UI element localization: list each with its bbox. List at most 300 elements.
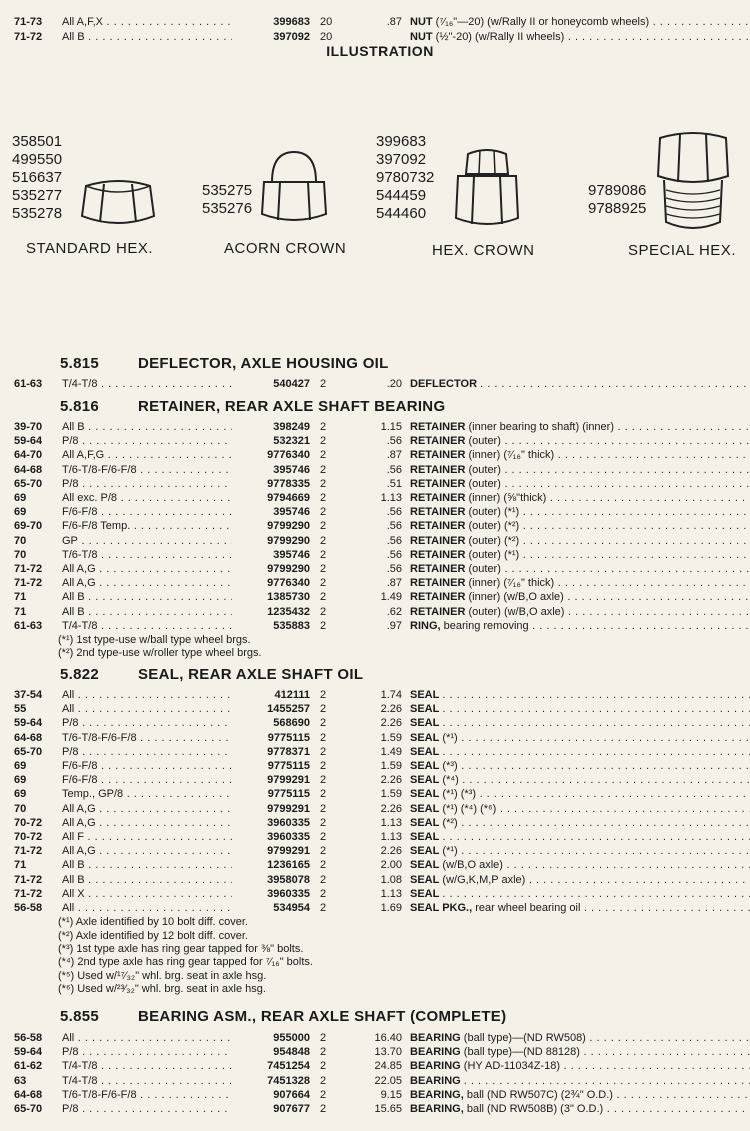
- description: [410, 519, 750, 533]
- models: P/8 . . .: [62, 745, 232, 759]
- price: .56: [386, 563, 402, 575]
- description: [410, 463, 750, 477]
- description: [410, 1059, 750, 1073]
- part-name: RETAINER: [410, 449, 466, 462]
- models: T/4-T/8 . . .: [62, 619, 232, 633]
- year-range: 65-70: [14, 745, 43, 758]
- price: .56: [386, 506, 402, 519]
- price: .51: [386, 477, 402, 490]
- models: All A,F,X . . .: [62, 15, 232, 29]
- section-number: 5.855: [60, 1008, 100, 1025]
- caption-standard-hex: STANDARD HEX.: [26, 240, 154, 257]
- price: .62: [386, 605, 402, 618]
- price: 24.85: [374, 1060, 402, 1073]
- price: 2.26: [380, 703, 402, 716]
- models: All A,F,G . . .: [62, 448, 232, 462]
- table-row: [14, 802, 750, 816]
- description: [410, 802, 750, 816]
- models: All A,G . . .: [62, 562, 232, 576]
- price: .87: [386, 577, 402, 590]
- part-name: RETAINER: [410, 492, 466, 504]
- description: [410, 1074, 750, 1088]
- part-name: BEARING,: [410, 1088, 464, 1101]
- section-heading: [60, 666, 363, 684]
- models: T/6-T/8-F/6-F/8 . . .: [62, 1088, 232, 1102]
- description: [410, 759, 750, 773]
- description: [410, 562, 750, 576]
- table-row: [14, 548, 750, 562]
- part-number: 1385730: [267, 591, 310, 604]
- price: 1.59: [380, 760, 402, 772]
- footnote: (*²) 2nd type-use w/roller type wheel brgs.: [58, 647, 262, 660]
- part-number: 395746: [273, 506, 310, 519]
- price: 2.26: [380, 774, 402, 787]
- quantity: 2: [320, 703, 327, 716]
- caption-hex-crown: HEX. CROWN: [432, 242, 535, 259]
- part-number: 1235432: [267, 605, 310, 618]
- acorn-crown-nut-icon: [258, 148, 330, 228]
- section-number: 5.815: [60, 355, 100, 372]
- year-range: 70: [14, 802, 27, 815]
- quantity: 2: [320, 774, 327, 787]
- part-detail: (*¹) (*³): [442, 788, 477, 801]
- part-detail: (inner bearing to shaft) (inner): [468, 421, 614, 433]
- description: [410, 731, 750, 745]
- table-row: [14, 1088, 750, 1102]
- models: P/8 . . .: [62, 716, 232, 730]
- part-detail: (ball type)—(ND RW508): [463, 1032, 586, 1044]
- special-hex-nut-icon: [652, 126, 734, 238]
- description: [410, 844, 750, 858]
- quantity: 2: [320, 477, 327, 490]
- description: [410, 448, 750, 462]
- quantity: 2: [320, 605, 327, 618]
- part-number: 532321: [273, 435, 310, 448]
- year-range: 69: [14, 506, 27, 519]
- quantity: 2: [320, 859, 327, 872]
- price: 2.26: [380, 802, 402, 815]
- quantity: 2: [320, 745, 327, 758]
- quantity: 2: [320, 1032, 327, 1044]
- part-name: DEFLECTOR: [410, 378, 478, 390]
- year-range: 64-68: [14, 463, 43, 476]
- models: T/4-T/8 . . .: [62, 1074, 232, 1088]
- part-number: 9799290: [267, 563, 310, 575]
- description: [410, 534, 750, 548]
- table-row: [14, 1031, 750, 1045]
- footnote: (*⁴) 2nd type axle has ring gear tapped for ⁷⁄₁₆" bolts.: [58, 956, 313, 969]
- models: All X . . .: [62, 887, 232, 901]
- footnote: (*⁶) Used w/²³⁄₃₂" whl. brg. seat in axle hsg.: [58, 983, 266, 996]
- part-name: RETAINER: [410, 463, 466, 476]
- table-row: [14, 605, 750, 619]
- price: 13.70: [374, 1046, 402, 1059]
- price: .56: [386, 463, 402, 476]
- part-number: 3958078: [267, 873, 310, 886]
- part-number: 9799291: [267, 774, 310, 787]
- part-number: 1236165: [267, 859, 310, 872]
- part-number: 9799291: [267, 845, 310, 858]
- table-row: [14, 816, 750, 830]
- description: [410, 619, 750, 633]
- year-range: 59-64: [14, 717, 43, 730]
- models: All A,G . . .: [62, 844, 232, 858]
- description: [410, 491, 750, 505]
- models: T/4-T/8 . . .: [62, 377, 232, 391]
- part-number: 568690: [273, 717, 310, 730]
- description: [410, 773, 750, 787]
- table-row: [14, 844, 750, 858]
- table-row: [14, 562, 750, 576]
- year-range: 71: [14, 591, 27, 604]
- part-detail: (½"-20) (w/Rally II wheels): [435, 31, 565, 43]
- description: [410, 605, 750, 619]
- models: All B . . .: [62, 873, 232, 887]
- year-range: 55: [14, 703, 27, 716]
- footnote: (*²) Axle identified by 12 bolt diff. cover.: [58, 929, 248, 942]
- part-detail: (outer): [468, 463, 501, 476]
- price: .20: [386, 378, 402, 390]
- quantity: 2: [320, 563, 327, 575]
- part-detail: (*²): [442, 816, 458, 829]
- year-range: 71: [14, 605, 27, 618]
- models: All exc. P/8 . . .: [62, 491, 232, 505]
- part-name: SEAL: [410, 859, 440, 872]
- models: T/6-T/8-F/6-F/8 . . .: [62, 731, 232, 745]
- description: [410, 477, 750, 491]
- table-row: [14, 887, 750, 901]
- models: Temp., GP/8 . . .: [62, 787, 232, 801]
- footnote: (*¹) Axle identified by 10 bolt diff. cover.: [58, 916, 248, 929]
- year-range: 64-70: [14, 449, 43, 462]
- price: 2.00: [380, 859, 402, 872]
- caption-special-hex: SPECIAL HEX.: [628, 242, 736, 259]
- description: [410, 1088, 750, 1102]
- price: 1.15: [380, 421, 402, 433]
- models: T/6-T/8-F/6-F/8 . . .: [62, 463, 232, 477]
- quantity: 2: [320, 831, 327, 843]
- part-name: SEAL: [410, 845, 440, 858]
- quantity: 2: [320, 788, 327, 801]
- part-detail: (outer): [468, 477, 501, 490]
- section-heading: [60, 1008, 506, 1026]
- table-row: [14, 773, 750, 787]
- table-row: [14, 830, 750, 844]
- part-numbers-hex-crown: 399683 397092 9780732 544459 544460: [376, 133, 435, 222]
- part-number: 535883: [273, 619, 310, 632]
- description: [410, 702, 750, 716]
- price: 16.40: [374, 1032, 402, 1044]
- table-row: [14, 15, 750, 29]
- price: .56: [386, 520, 402, 533]
- models: F/6-F/8 Temp. . . .: [62, 519, 232, 533]
- footnote: (*⁵) Used w/¹⁷⁄₃₂" whl. brg. seat in axle hsg.: [58, 969, 267, 982]
- quantity: 2: [320, 378, 327, 390]
- year-range: 71-72: [14, 31, 43, 43]
- description: [410, 688, 750, 702]
- models: All . . .: [62, 1031, 232, 1045]
- part-name: NUT: [410, 31, 433, 43]
- part-detail: bearing removing: [443, 619, 529, 632]
- price: 1.13: [380, 816, 402, 829]
- year-range: 59-64: [14, 435, 43, 448]
- models: P/8 . . .: [62, 1102, 232, 1116]
- table-row: [14, 590, 750, 604]
- quantity: 2: [320, 689, 327, 701]
- part-numbers-acorn-crown: 535275 535276: [202, 182, 253, 217]
- part-detail: ball (ND RW508B) (3" O.D.): [466, 1103, 604, 1115]
- table-row: [14, 858, 750, 872]
- table-row: [14, 1045, 750, 1059]
- part-name: RETAINER: [410, 435, 466, 448]
- year-range: 59-64: [14, 1046, 43, 1059]
- table-row: [14, 491, 750, 505]
- part-number: 9778371: [267, 745, 310, 758]
- table-row: [14, 731, 750, 745]
- price: .87: [386, 449, 402, 462]
- price: 1.49: [380, 591, 402, 604]
- part-name: BEARING: [410, 1046, 461, 1059]
- table-row: [14, 505, 750, 519]
- part-detail: (*³): [442, 760, 458, 772]
- models: All . . .: [62, 688, 232, 702]
- standard-hex-nut-icon: [78, 176, 158, 232]
- year-range: 65-70: [14, 477, 43, 490]
- models: P/8 . . .: [62, 1045, 232, 1059]
- part-number: 7451328: [267, 1074, 310, 1087]
- quantity: 2: [320, 1074, 327, 1087]
- price: 1.13: [380, 831, 402, 843]
- models: All B . . .: [62, 858, 232, 872]
- part-detail: ball (ND RW507C) (2¾" O.D.): [466, 1088, 613, 1101]
- part-name: SEAL: [410, 873, 440, 886]
- part-name: BEARING: [410, 1074, 461, 1087]
- part-name: SEAL: [410, 689, 440, 701]
- part-name: RETAINER: [410, 506, 466, 519]
- description: [410, 548, 750, 562]
- price: 1.13: [380, 887, 402, 900]
- part-number: 9776340: [267, 449, 310, 462]
- quantity: 2: [320, 845, 327, 858]
- part-name: SEAL: [410, 788, 440, 801]
- description: [410, 858, 750, 872]
- table-row: [14, 377, 750, 391]
- year-range: 69: [14, 760, 27, 772]
- description: [410, 745, 750, 759]
- models: All F . . .: [62, 830, 232, 844]
- quantity: 2: [320, 506, 327, 519]
- table-row: [14, 477, 750, 491]
- part-name: SEAL: [410, 731, 440, 744]
- models: T/4-T/8 . . .: [62, 1059, 232, 1073]
- quantity: 2: [320, 463, 327, 476]
- price: .56: [386, 435, 402, 448]
- description: [410, 830, 750, 844]
- price: 1.59: [380, 788, 402, 801]
- description: [410, 590, 750, 604]
- part-detail: (outer): [468, 435, 501, 448]
- part-name: SEAL: [410, 760, 440, 772]
- year-range: 71-72: [14, 873, 43, 886]
- part-number: 397092: [273, 31, 310, 43]
- section-heading: [60, 398, 445, 416]
- quantity: 2: [320, 421, 327, 433]
- quantity: 2: [320, 873, 327, 886]
- quantity: 2: [320, 619, 327, 632]
- year-range: 69: [14, 774, 27, 787]
- year-range: 71: [14, 859, 27, 872]
- quantity: 2: [320, 802, 327, 815]
- price: .56: [386, 548, 402, 561]
- price: 2.26: [380, 845, 402, 858]
- models: P/8 . . .: [62, 477, 232, 491]
- models: All B . . .: [62, 420, 232, 434]
- part-detail: (*¹): [442, 731, 458, 744]
- part-number: 1455257: [267, 703, 310, 716]
- part-number: 9775115: [267, 731, 310, 744]
- part-number: 907677: [273, 1103, 310, 1115]
- part-number: 9775115: [267, 788, 310, 801]
- part-name: RETAINER: [410, 520, 466, 533]
- table-row: [14, 901, 750, 915]
- part-name: RETAINER: [410, 577, 466, 590]
- table-row: [14, 873, 750, 887]
- part-number: 9794669: [267, 492, 310, 504]
- part-name: RING,: [410, 619, 441, 632]
- part-number: 3960335: [267, 816, 310, 829]
- quantity: 2: [320, 435, 327, 448]
- part-detail: (inner) (w/B,O axle): [468, 591, 564, 604]
- price: 22.05: [374, 1074, 402, 1087]
- part-detail: (HY AD-11034Z-18): [463, 1060, 560, 1073]
- quantity: 2: [320, 887, 327, 900]
- part-detail: (outer) (*¹): [468, 506, 520, 519]
- price: 1.59: [380, 731, 402, 744]
- description: [410, 716, 750, 730]
- quantity: 2: [320, 449, 327, 462]
- table-row: [14, 702, 750, 716]
- models: All A,G . . .: [62, 802, 232, 816]
- quantity: 2: [320, 731, 327, 744]
- part-name: RETAINER: [410, 563, 466, 575]
- table-row: [14, 519, 750, 533]
- part-number: 9799290: [267, 520, 310, 533]
- price: 9.15: [380, 1088, 402, 1101]
- part-number: 3960335: [267, 831, 310, 843]
- part-name: SEAL PKG.,: [410, 902, 473, 914]
- year-range: 70: [14, 534, 27, 547]
- year-range: 70-72: [14, 816, 43, 829]
- part-number: 395746: [273, 548, 310, 561]
- models: P/8 . . .: [62, 434, 232, 448]
- part-detail: (w/B,O axle): [442, 859, 503, 872]
- part-detail: (outer) (w/B,O axle): [468, 605, 565, 618]
- price: 1.08: [380, 873, 402, 886]
- part-number: 955000: [273, 1032, 310, 1044]
- table-row: [14, 745, 750, 759]
- illustration-title: ILLUSTRATION: [326, 43, 434, 59]
- description: [410, 505, 750, 519]
- quantity: 2: [320, 591, 327, 604]
- quantity: 2: [320, 1046, 327, 1059]
- caption-acorn-crown: ACORN CROWN: [224, 240, 347, 257]
- description: [410, 30, 750, 44]
- part-name: SEAL: [410, 774, 440, 787]
- table-row: [14, 1059, 750, 1073]
- year-range: 61-63: [14, 378, 43, 390]
- part-name: SEAL: [410, 831, 440, 843]
- year-range: 71-72: [14, 887, 43, 900]
- year-range: 39-70: [14, 421, 43, 433]
- description: [410, 377, 750, 391]
- description: [410, 576, 750, 590]
- year-range: 56-58: [14, 902, 43, 914]
- description: [410, 1031, 750, 1045]
- description: [410, 1045, 750, 1059]
- year-range: 70-72: [14, 831, 43, 843]
- quantity: 2: [320, 1103, 327, 1115]
- table-row: [14, 463, 750, 477]
- part-name: SEAL: [410, 717, 440, 730]
- description: [410, 420, 750, 434]
- price: 2.26: [380, 717, 402, 730]
- part-number: 7451254: [267, 1060, 310, 1073]
- quantity: 2: [320, 1060, 327, 1073]
- part-name: RETAINER: [410, 548, 466, 561]
- models: GP . . .: [62, 534, 232, 548]
- part-detail: rear wheel bearing oil: [475, 902, 581, 914]
- year-range: 37-54: [14, 689, 43, 701]
- year-range: 56-58: [14, 1032, 43, 1044]
- section-heading: [60, 355, 389, 373]
- section-number: 5.822: [60, 666, 100, 683]
- table-row: [14, 534, 750, 548]
- part-detail: (outer): [468, 563, 501, 575]
- price: .56: [386, 534, 402, 547]
- quantity: 2: [320, 548, 327, 561]
- part-detail: (*⁴): [442, 774, 459, 787]
- part-number: 534954: [273, 902, 310, 914]
- year-range: 71-72: [14, 577, 43, 590]
- quantity: 20: [320, 16, 333, 28]
- part-number: 3960335: [267, 887, 310, 900]
- year-range: 64-68: [14, 731, 43, 744]
- models: T/6-T/8 . . .: [62, 548, 232, 562]
- footnote: (*¹) 1st type-use w/ball type wheel brgs.: [58, 634, 251, 646]
- part-name: SEAL: [410, 802, 440, 815]
- part-number: 9775115: [267, 760, 310, 772]
- models: All B . . .: [62, 605, 232, 619]
- models: All B . . .: [62, 590, 232, 604]
- part-name: RETAINER: [410, 477, 466, 490]
- part-name: BEARING: [410, 1060, 461, 1073]
- part-name: NUT: [410, 16, 433, 28]
- part-detail: (*¹) (*⁴) (*⁶): [442, 802, 497, 815]
- quantity: 2: [320, 1088, 327, 1101]
- year-range: 69-70: [14, 520, 43, 533]
- part-detail: (outer) (*²): [468, 520, 520, 533]
- models: F/6-F/8 . . .: [62, 759, 232, 773]
- section-title: DEFLECTOR, AXLE HOUSING OIL: [138, 355, 389, 372]
- description: [410, 787, 750, 801]
- table-row: [14, 30, 750, 44]
- price: .97: [386, 619, 402, 632]
- description: [410, 901, 750, 915]
- year-range: 71-72: [14, 563, 43, 575]
- year-range: 65-70: [14, 1103, 43, 1115]
- part-number: 540427: [273, 378, 310, 390]
- part-detail: (ball type)—(ND 88128): [463, 1046, 580, 1059]
